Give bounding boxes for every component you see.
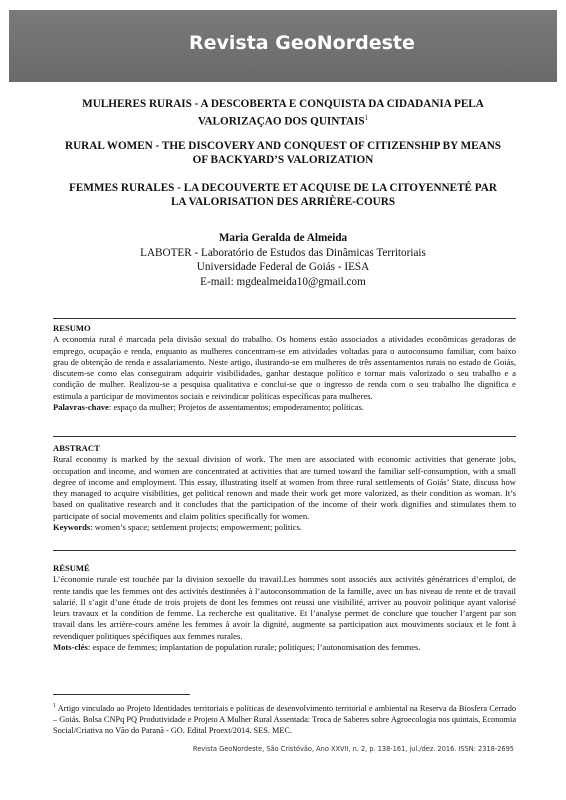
title-french: FEMMES RURALES - LA DECOUVERTE ET ACQUISE DE LA CITOYENNETÉ PAR LA VALORISATION DES ARRIÈRE-COURS [69, 182, 497, 208]
resume-keywords [53, 642, 516, 653]
author-university: Universidade Federal de Goiás - IESA [196, 261, 370, 273]
journal-banner [9, 10, 557, 82]
title-english: RURAL WOMEN - THE DISCOVERY AND CONQUEST OF CITIZENSHIP BY MEANS OF BACKYARD’S VALORIZATION [65, 140, 501, 166]
footnote-mark: 1 [53, 703, 56, 709]
title-footnote-mark[interactable]: 1 [364, 114, 369, 122]
divider-abstract [53, 436, 516, 437]
abstract-keywords [53, 522, 516, 533]
divider-resumo [53, 318, 516, 319]
footnote-text: Artigo vinculado ao Projeto Identidades territoriais e políticas de desenvolvimento territorial e ambiental na Reserva da Biosfera Cerrado – Goiás. Bolsa CNPq PQ Produtividade e Projeto A Mulher Rural Assentada: Troca de Saberes sobre Agroecologia nos quintais, Economia Social/Criativa no Vão do Paranã - GO. Edital Proext/2014. SES. MEC. [53, 703, 516, 736]
resume-text: L’économie rurale est touchée par la division sexuelle du travail.Les hommes sont associés aux activités génératrices d’emploi, de rente tandis que les femmes ont des activités destinnées à l’autoconsommation de la famille, avec un bas niveau de rente et de travail salarié. Il s’agit d’une étude de trois projets de dont les femmes ont reussi une visibilité, arriver au pouvoir politique ayant valorisé leurs travaux et la condition de femme. La recherche est qualitative. Et l’analyse permet de conclure que toucher l’argent par son travail dans les arrière-cours améne les femmes à avoir la dignité, augmente sa participation aux mouviments sociaux et le font à revendiquer politiques spécifiques aux femmes rurales. [53, 574, 516, 641]
abstract-section [53, 443, 516, 533]
page-footer-citation: Revista GeoNordeste, São Cristóvão, Ano XXVII, n. 2, p. 138-161, jul./dez. 2016. ISSN: 2318-2695 [192, 745, 514, 753]
divider-resume [53, 550, 516, 551]
abstract-text: Rural economy is marked by the sexual division of work. The men are associated with economic activities that generate jobs, occupation and income, and women are concentrated at activities that are turned toward the familiar self-consumption, with a small degree of income and employment. This essay, illustrating itself at women from three rural settlements of Goiás’ State, discuss how they managed to acquire visibilities, get political renown and made their work get more valorized, as their condition as woman. It’s based on qualitative research and it concludes that the participation of the income of their work dignifies and stimulates them to participate of social movements and claim politics specifically for women. [53, 454, 516, 521]
resume-keywords-label: Mots-clés [53, 642, 88, 653]
resume-section [53, 563, 516, 653]
resume-keywords-list: : espace de femmes; implantation de population rurale; politiques; l’autonomisation des femmes. [87, 642, 421, 653]
resume-heading: RÉSUMÉ [53, 563, 90, 573]
resumo-keywords-list: : espaço da mulher; Projetos de assentamentos; empoderamento; políticas. [108, 402, 364, 413]
author-name: Maria Geralda de Almeida [218, 232, 348, 244]
resumo-keywords-label: Palavras-chave [53, 402, 109, 413]
footnote-rule [53, 694, 190, 695]
author-block [60, 231, 506, 289]
resumo-section [53, 323, 516, 413]
title-portuguese-text: MULHERES RURAIS - A DESCOBERTA E CONQUISTA DA CIDADANIA PELA VALORIZAÇAO DOS QUINTAIS [82, 98, 484, 128]
resumo-keywords [53, 402, 516, 413]
title-portuguese [60, 97, 506, 129]
journal-name: Revista GeoNordeste [189, 32, 415, 54]
abstract-heading: ABSTRACT [53, 443, 100, 453]
abstract-keywords-list: : women’s space; settlement projects; empowerment; politics. [90, 522, 302, 533]
footnote [53, 701, 516, 737]
resumo-heading: RESUMO [53, 323, 91, 333]
resumo-text: A economia rural é marcada pela divisão sexual do trabalho. Os homens estão associados a atividades econômicas geradoras de emprego, ocupação e renda, enquanto as mulheres concentram-se em atividades voltadas para o autoconsumo familiar, com baixo grau de obtenção de renda e assalariamento. Neste artigo, ilustrando-se em mulheres de três assentamentos rurais no estado de Goiás, discutem-se como elas conseguiram adquirir visibilidades, ganhar destaque político e tornar mais valorizado o seu trabalho e a condição de mulher. Realizou-se a pesquisa qualitativa e conclui-se que o ingresso de renda com o seu trabalho lhe dignifica e estimula a participar de movimentos sociais e reivindicar políticas específicas para mulheres. [53, 334, 516, 401]
author-lab: LABOTER - Laboratório de Estudos das Dinâmicas Territoriais [140, 246, 426, 259]
abstract-keywords-label: Keywords [53, 522, 91, 533]
author-email[interactable]: E-mail: mgdealmeida10@gmail.com [200, 275, 366, 288]
